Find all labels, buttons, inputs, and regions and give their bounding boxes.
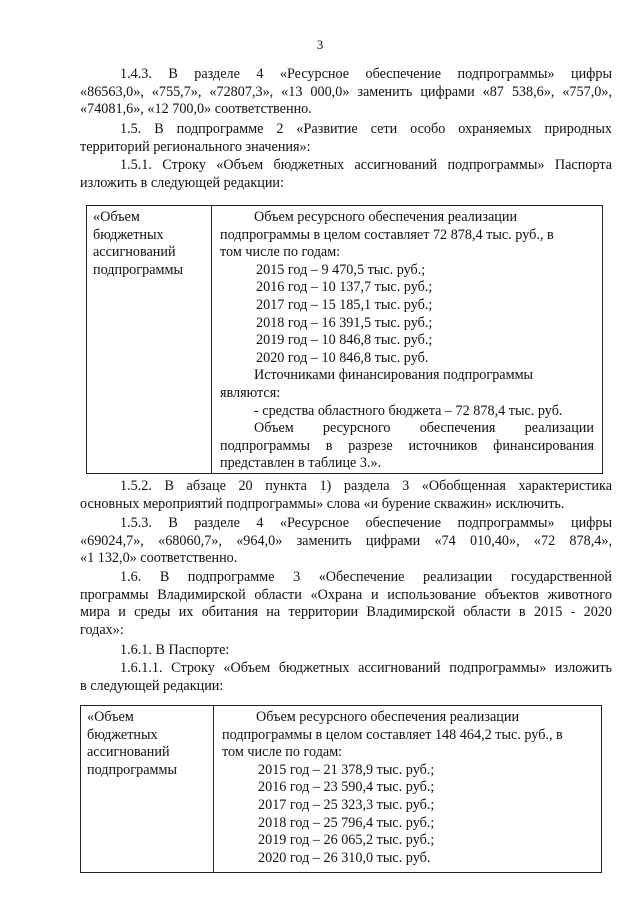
label-line: бюджетных: [93, 226, 164, 243]
text-line: Объем ресурсного обеспечения реализации: [256, 709, 520, 725]
paragraph-1-6-1-1: [80, 660, 612, 695]
year-line: 2016 год – 23 590,4 тыс. руб.;: [258, 779, 435, 796]
year-line: 2020 год – 26 310,0 тыс. руб.: [258, 849, 431, 866]
text-line: 1.5.2. В абзаце 20 пункта 1) раздела 3 «Обобщенная характеристика: [120, 478, 612, 494]
label-line: подпрограммы: [93, 261, 183, 278]
budget-table-subprogram-2: [86, 205, 603, 474]
year-line: 2015 год – 9 470,5 тыс. руб.;: [256, 261, 426, 278]
label-line: ассигнований: [87, 744, 170, 761]
text-line: подпрограммы в разрезе источников финансирования: [220, 437, 594, 454]
year-line: 2018 год – 16 391,5 тыс. руб.;: [256, 314, 433, 331]
text-line: том числе по годам:: [220, 244, 341, 261]
year-line: 2016 год – 10 137,7 тыс. руб.;: [256, 279, 433, 296]
text-line: Источниками финансирования подпрограммы: [254, 367, 534, 384]
budget-table-subprogram-3: [80, 705, 602, 873]
text-line: - средства областного бюджета – 72 878,4 тыс. руб.: [254, 402, 563, 419]
table-content-cell: [214, 706, 602, 873]
text-line: в следующей редакции:: [80, 677, 224, 694]
label-line: бюджетных: [87, 726, 158, 743]
label-line: подпрограммы: [87, 761, 177, 778]
text-line: 1.5.1. Строку «Объем бюджетных ассигнований подпрограммы» Паспорта: [120, 157, 612, 173]
paragraph-1-5-3: [80, 515, 612, 568]
text-line: «74081,6», «12 700,0» соответственно.: [80, 101, 312, 118]
text-line: представлен в таблице 3.».: [220, 455, 382, 472]
year-line: 2017 год – 15 185,1 тыс. руб.;: [256, 296, 433, 313]
year-line: 2020 год – 10 846,8 тыс. руб.: [256, 349, 429, 366]
text-line: являются:: [220, 384, 281, 401]
table-label-cell: [81, 706, 214, 873]
text-line: 1.5.3. В разделе 4 «Ресурсное обеспечение подпрограммы» цифры: [120, 515, 612, 531]
text-line: Объем ресурсного обеспечения реализации: [254, 420, 594, 437]
text-line: годах»:: [80, 621, 124, 638]
paragraph-1-5-2: [80, 478, 612, 513]
page-number: 3: [316, 37, 324, 52]
year-line: 2015 год – 21 378,9 тыс. руб.;: [258, 761, 435, 778]
text-line: 1.6.1.1. Строку «Объем бюджетных ассигнований подпрограммы» изложить: [120, 660, 612, 676]
label-line: ассигнований: [93, 244, 176, 261]
text-line: «86563,0», «755,7», «72807,3», «13 000,0» заменить цифрами «87 538,6», «757,0»,: [80, 83, 612, 100]
year-line: 2018 год – 25 796,4 тыс. руб.;: [258, 814, 435, 831]
text-line: Объем ресурсного обеспечения реализации: [254, 209, 518, 225]
text-line: изложить в следующей редакции:: [80, 174, 284, 191]
paragraph-1-5: [80, 121, 612, 156]
label-line: «Объем: [93, 209, 140, 225]
year-line: 2019 год – 10 846,8 тыс. руб.;: [256, 332, 433, 349]
text-line: 1.4.3. В разделе 4 «Ресурсное обеспечение подпрограммы» цифры: [120, 66, 612, 82]
text-line: 1.5. В подпрограмме 2 «Развитие сети особо охраняемых природных: [120, 121, 612, 137]
text-line: территорий регионального значения»:: [80, 138, 311, 155]
table-content-cell: [212, 206, 603, 474]
paragraph-1-6-1: [80, 642, 612, 660]
table-label-cell: [87, 206, 212, 474]
text-line: мира и среды их обитания на территории Владимирской области в 2015 - 2020: [80, 604, 612, 621]
text-line: «1 132,0» соответственно.: [80, 550, 238, 567]
paragraph-1-5-1: [80, 157, 612, 192]
text-line: 1.6.1. В Паспорте:: [120, 642, 230, 658]
text-line: программы Владимирской области «Охрана и использование объектов животного: [80, 586, 612, 603]
text-line: «69024,7», «68060,7», «964,0» заменить цифрами «74 010,40», «72 878,4»,: [80, 532, 612, 549]
text-line: подпрограммы в целом составляет 72 878,4 тыс. руб., в: [220, 226, 554, 243]
paragraph-1-4-3: [80, 66, 612, 119]
label-line: «Объем: [87, 709, 134, 725]
year-line: 2017 год – 25 323,3 тыс. руб.;: [258, 796, 435, 813]
text-line: основных мероприятий подпрограммы» слова «и бурение скважин» исключить.: [80, 495, 565, 512]
paragraph-1-6: [80, 569, 612, 639]
year-line: 2019 год – 26 065,2 тыс. руб.;: [258, 832, 435, 849]
text-line: подпрограммы в целом составляет 148 464,2 тыс. руб., в: [222, 726, 563, 743]
text-line: 1.6. В подпрограмме 3 «Обеспечение реализации государственной: [120, 569, 612, 585]
text-line: том числе по годам:: [222, 744, 343, 761]
